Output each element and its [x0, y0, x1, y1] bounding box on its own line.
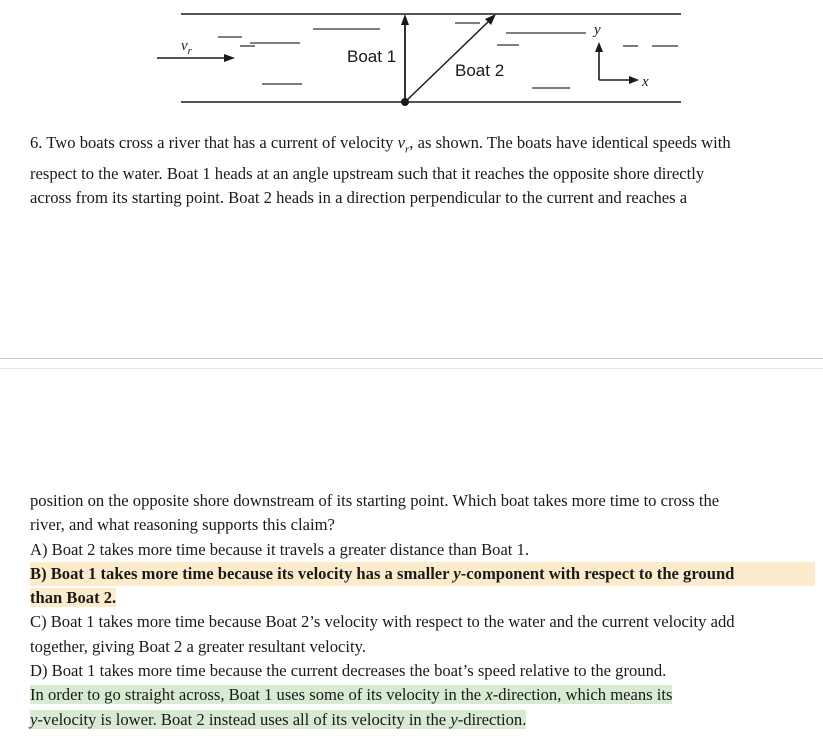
explanation-line-1: In order to go straight across, Boat 1 uses some of its velocity in the x-direction, which means its — [30, 685, 673, 705]
river-diagram — [0, 0, 823, 120]
choice-c-line-1: C) Boat 1 takes more time because Boat 2’s velocity with respect to the water and the current velocity add — [30, 612, 735, 632]
choice-c-line-2: together, giving Boat 2 a greater resultant velocity. — [30, 636, 367, 656]
boat1-label: Boat 1 — [347, 47, 397, 66]
question-line-2: respect to the water. Boat 1 heads at an angle upstream such that it reaches the opposite shore directly — [30, 163, 705, 183]
choice-b-continued: than Boat 2. — [30, 588, 117, 608]
explanation-line-2: y-velocity is lower. Boat 2 instead uses all of its velocity in the y-direction. — [30, 709, 527, 729]
choice-b-correct: B) Boat 1 takes more time because its velocity has a smaller y-component with respect to the ground — [30, 562, 815, 586]
current-velocity-label: $v_r$ — [181, 38, 192, 57]
page-separator — [0, 358, 823, 359]
question-line-3: across from its starting point. Boat 2 heads in a direction perpendicular to the current and reaches a — [30, 187, 688, 207]
axis-y-label: y — [594, 22, 601, 38]
current-velocity-arrow — [157, 54, 235, 62]
start-point-dot — [401, 98, 409, 106]
question-text-part2 — [30, 489, 815, 732]
page-separator-shadow — [0, 368, 823, 369]
question-line-4: position on the opposite shore downstream of its starting point. Which boat takes more time to cross the — [30, 491, 720, 510]
question-text-part1 — [30, 131, 815, 210]
water-current-lines — [218, 23, 678, 88]
boat2-path-arrow — [405, 14, 496, 102]
choice-a: A) Boat 2 takes more time because it travels a greater distance than Boat 1. — [30, 539, 530, 559]
choice-d: D) Boat 1 takes more time because the current decreases the boat’s speed relative to the ground. — [30, 661, 667, 681]
axis-x-label: x — [642, 74, 649, 90]
axes-icon — [595, 42, 639, 84]
question-line-5: river, and what reasoning supports this claim? — [30, 515, 335, 535]
boat2-label: Boat 2 — [455, 61, 505, 80]
question-line-1: 6. Two boats cross a river that has a current of velocity $v_r$, as shown. The boats have identical speeds with — [30, 133, 731, 156]
